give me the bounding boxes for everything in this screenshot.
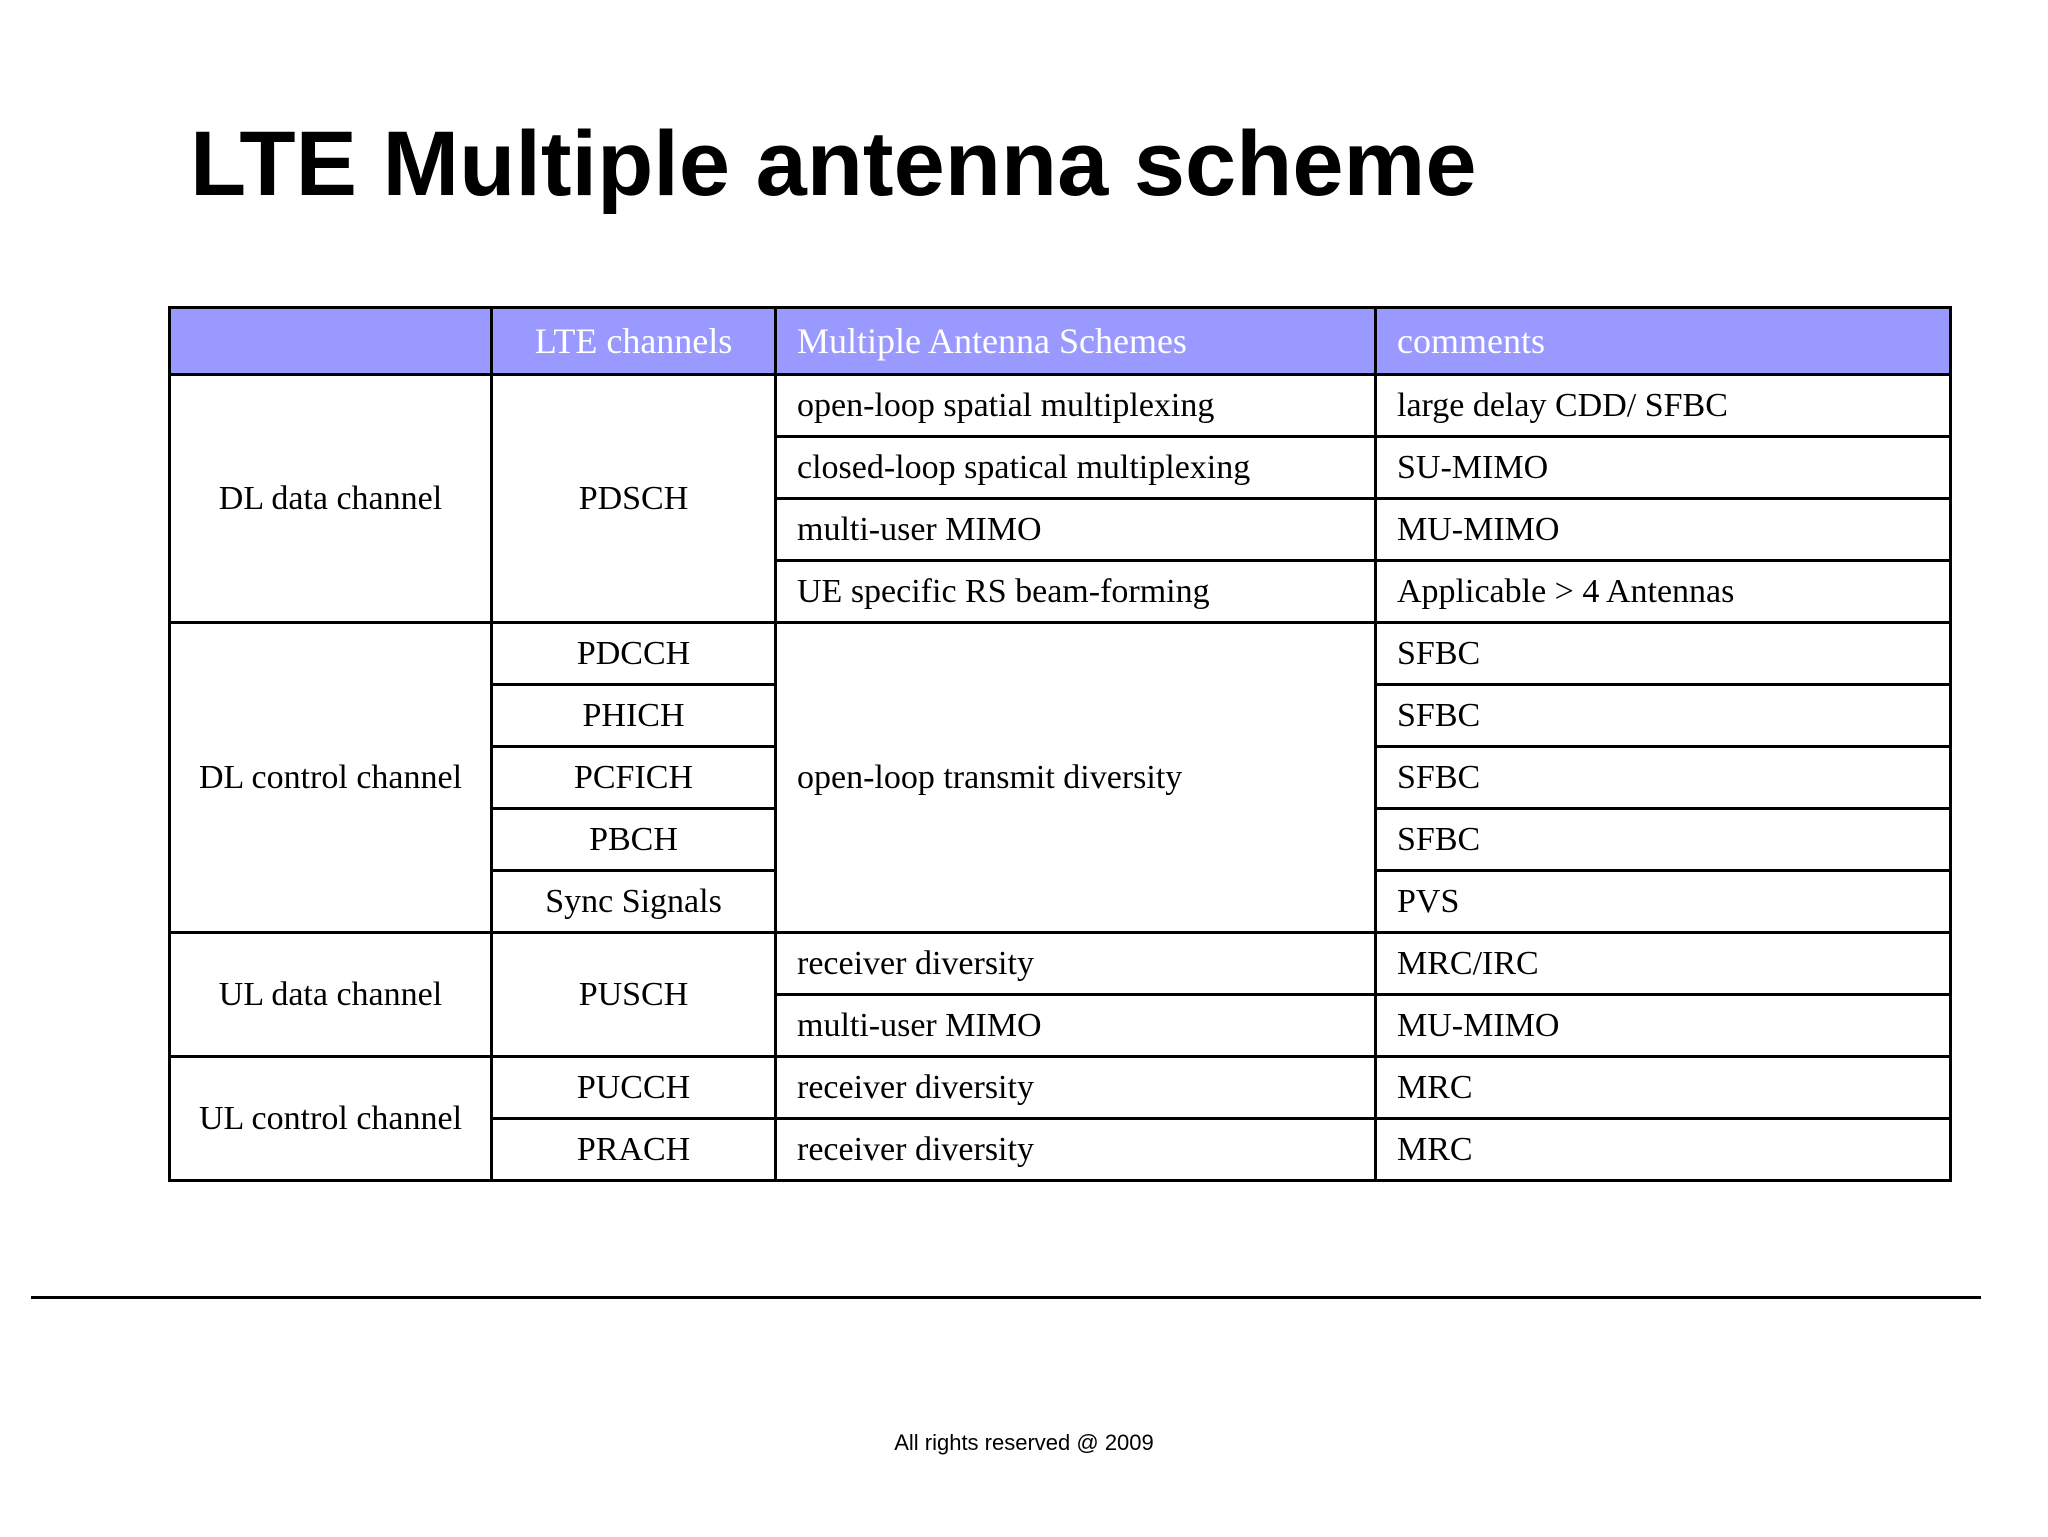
channel-cell: Sync Signals [492,871,776,933]
header-comments: comments [1376,308,1951,375]
scheme-cell: UE specific RS beam-forming [776,561,1376,623]
table-header-row [170,308,1951,375]
channel-cell: PCFICH [492,747,776,809]
comment-cell: large delay CDD/ SFBC [1376,375,1951,437]
divider-line [31,1296,1981,1299]
scheme-cell: receiver diversity [776,1119,1376,1181]
comment-cell: SFBC [1376,747,1951,809]
scheme-cell: multi-user MIMO [776,499,1376,561]
header-category [170,308,492,375]
comment-cell: MRC [1376,1057,1951,1119]
footer-copyright: All rights reserved @ 2009 [894,1430,1154,1455]
comment-cell: MRC/IRC [1376,933,1951,995]
scheme-cell: open-loop transmit diversity [776,623,1376,933]
group-label-dl-data: DL data channel [170,375,492,623]
comment-cell: SFBC [1376,685,1951,747]
group-label-dl-control: DL control channel [170,623,492,933]
channel-cell: PRACH [492,1119,776,1181]
comment-cell: SFBC [1376,623,1951,685]
table-row [170,1057,1951,1119]
scheme-cell: open-loop spatial multiplexing [776,375,1376,437]
channel-cell: PDCCH [492,623,776,685]
channel-cell: PUCCH [492,1057,776,1119]
scheme-cell: receiver diversity [776,933,1376,995]
comment-cell: MU-MIMO [1376,499,1951,561]
table-row [170,623,1951,685]
channel-cell: PHICH [492,685,776,747]
scheme-cell: multi-user MIMO [776,995,1376,1057]
channel-cell: PDSCH [492,375,776,623]
slide-title: LTE Multiple antenna scheme [190,113,1477,215]
group-label-ul-control: UL control channel [170,1057,492,1181]
comment-cell: Applicable > 4 Antennas [1376,561,1951,623]
comment-cell: MU-MIMO [1376,995,1951,1057]
scheme-cell: closed-loop spatical multiplexing [776,437,1376,499]
channel-cell: PBCH [492,809,776,871]
comment-cell: SU-MIMO [1376,437,1951,499]
channel-cell: PUSCH [492,933,776,1057]
comment-cell: MRC [1376,1119,1951,1181]
header-lte-channels: LTE channels [492,308,776,375]
group-label-ul-data: UL data channel [170,933,492,1057]
table-row [170,375,1951,437]
antenna-scheme-table [168,306,1952,1182]
header-multiple-antenna-schemes: Multiple Antenna Schemes [776,308,1376,375]
comment-cell: SFBC [1376,809,1951,871]
scheme-cell: receiver diversity [776,1057,1376,1119]
table-row [170,933,1951,995]
comment-cell: PVS [1376,871,1951,933]
